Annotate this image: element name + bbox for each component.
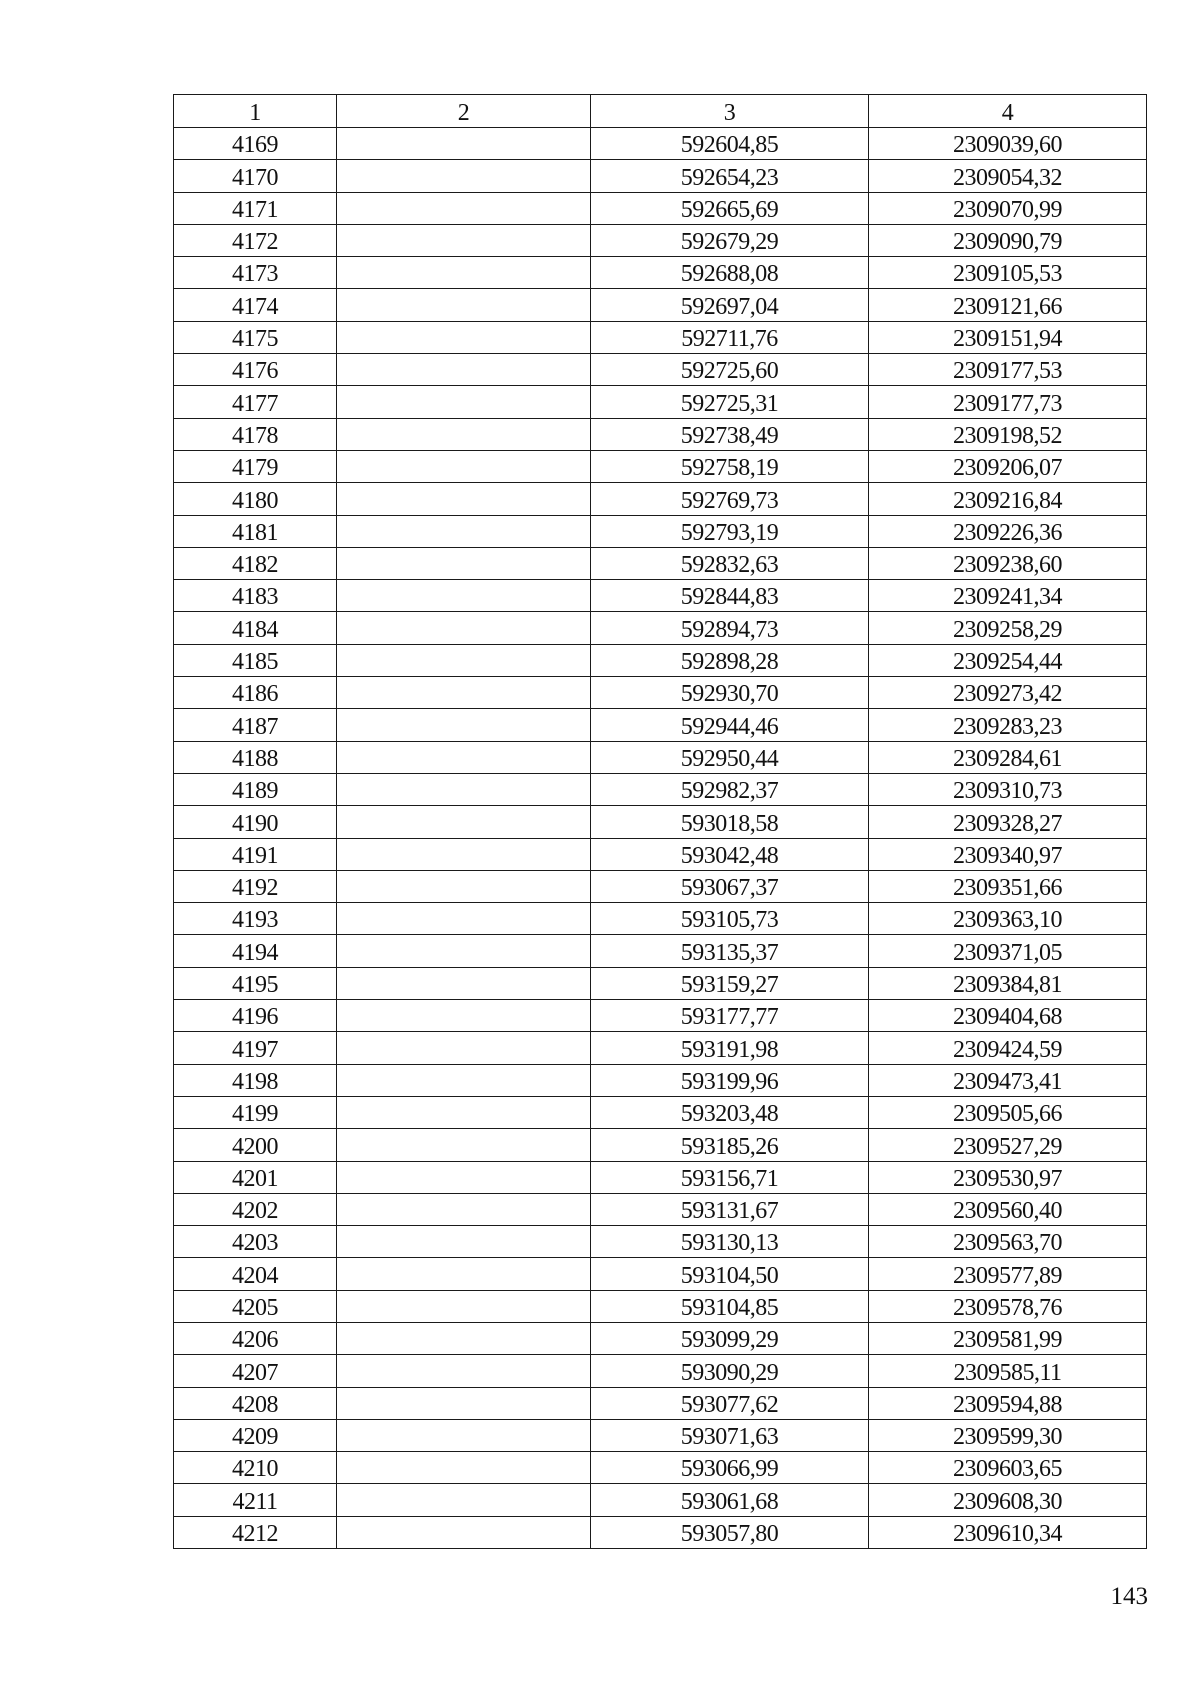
point-number-cell: 4189 [174,773,337,805]
point-number-cell: 4197 [174,1032,337,1064]
point-number-cell: 4206 [174,1322,337,1354]
y-coordinate-cell: 2309177,53 [869,354,1147,386]
point-number-cell: 4183 [174,580,337,612]
empty-cell [337,709,591,741]
point-number-cell: 4188 [174,741,337,773]
y-coordinate-cell: 2309284,61 [869,741,1147,773]
empty-cell [337,677,591,709]
x-coordinate-cell: 592679,29 [591,224,869,256]
x-coordinate-cell: 592654,23 [591,160,869,192]
x-coordinate-cell: 593061,68 [591,1484,869,1516]
x-coordinate-cell: 593104,50 [591,1258,869,1290]
page-number: 143 [1110,1583,1148,1610]
point-number-cell: 4184 [174,612,337,644]
x-coordinate-cell: 592688,08 [591,257,869,289]
y-coordinate-cell: 2309054,32 [869,160,1147,192]
y-coordinate-cell: 2309039,60 [869,128,1147,160]
x-coordinate-cell: 593199,96 [591,1064,869,1096]
point-number-cell: 4205 [174,1290,337,1322]
table-row [174,386,1147,418]
table-row [174,547,1147,579]
table-body [174,128,1147,1549]
point-number-cell: 4204 [174,1258,337,1290]
point-number-cell: 4176 [174,354,337,386]
x-coordinate-cell: 593099,29 [591,1322,869,1354]
y-coordinate-cell: 2309608,30 [869,1484,1147,1516]
x-coordinate-cell: 592832,63 [591,547,869,579]
y-coordinate-cell: 2309177,73 [869,386,1147,418]
point-number-cell: 4203 [174,1226,337,1258]
point-number-cell: 4199 [174,1096,337,1128]
empty-cell [337,1032,591,1064]
empty-cell [337,806,591,838]
table-row [174,483,1147,515]
table-row [174,289,1147,321]
table-row [174,903,1147,935]
table-row [174,1064,1147,1096]
table-row [174,1290,1147,1322]
point-number-cell: 4209 [174,1419,337,1451]
empty-cell [337,483,591,515]
y-coordinate-cell: 2309424,59 [869,1032,1147,1064]
table-row [174,741,1147,773]
empty-cell [337,1452,591,1484]
x-coordinate-cell: 593066,99 [591,1452,869,1484]
table-row [174,1193,1147,1225]
empty-cell [337,1129,591,1161]
point-number-cell: 4201 [174,1161,337,1193]
x-coordinate-cell: 593042,48 [591,838,869,870]
y-coordinate-cell: 2309363,10 [869,903,1147,935]
empty-cell [337,1355,591,1387]
table-row [174,1516,1147,1548]
x-coordinate-cell: 592725,60 [591,354,869,386]
empty-cell [337,644,591,676]
y-coordinate-cell: 2309241,34 [869,580,1147,612]
x-coordinate-cell: 593067,37 [591,870,869,902]
empty-cell [337,903,591,935]
empty-cell [337,870,591,902]
coordinates-table [173,94,1147,1549]
table-row [174,838,1147,870]
table-row [174,967,1147,999]
table-row [174,224,1147,256]
empty-cell [337,224,591,256]
empty-cell [337,257,591,289]
empty-cell [337,192,591,224]
table-row [174,1484,1147,1516]
y-coordinate-cell: 2309351,66 [869,870,1147,902]
point-number-cell: 4179 [174,450,337,482]
x-coordinate-cell: 593131,67 [591,1193,869,1225]
table-row [174,612,1147,644]
x-coordinate-cell: 593135,37 [591,935,869,967]
empty-cell [337,354,591,386]
empty-cell [337,1096,591,1128]
x-coordinate-cell: 592894,73 [591,612,869,644]
point-number-cell: 4191 [174,838,337,870]
point-number-cell: 4181 [174,515,337,547]
empty-cell [337,547,591,579]
y-coordinate-cell: 2309328,27 [869,806,1147,838]
point-number-cell: 4187 [174,709,337,741]
x-coordinate-cell: 593203,48 [591,1096,869,1128]
table-row [174,354,1147,386]
x-coordinate-cell: 593105,73 [591,903,869,935]
empty-cell [337,160,591,192]
table-row [174,1161,1147,1193]
point-number-cell: 4175 [174,321,337,353]
x-coordinate-cell: 593130,13 [591,1226,869,1258]
point-number-cell: 4185 [174,644,337,676]
point-number-cell: 4192 [174,870,337,902]
empty-cell [337,1258,591,1290]
point-number-cell: 4195 [174,967,337,999]
table-row [174,644,1147,676]
point-number-cell: 4196 [174,1000,337,1032]
y-coordinate-cell: 2309371,05 [869,935,1147,967]
table-header-row [174,95,1147,128]
column-header-2: 2 [337,95,591,128]
table-row [174,418,1147,450]
point-number-cell: 4194 [174,935,337,967]
column-header-3: 3 [591,95,869,128]
x-coordinate-cell: 592738,49 [591,418,869,450]
x-coordinate-cell: 592725,31 [591,386,869,418]
table-row [174,515,1147,547]
point-number-cell: 4202 [174,1193,337,1225]
point-number-cell: 4193 [174,903,337,935]
y-coordinate-cell: 2309258,29 [869,612,1147,644]
empty-cell [337,1290,591,1322]
empty-cell [337,935,591,967]
empty-cell [337,1193,591,1225]
point-number-cell: 4178 [174,418,337,450]
point-number-cell: 4200 [174,1129,337,1161]
empty-cell [337,1387,591,1419]
point-number-cell: 4207 [174,1355,337,1387]
point-number-cell: 4172 [174,224,337,256]
y-coordinate-cell: 2309238,60 [869,547,1147,579]
empty-cell [337,450,591,482]
x-coordinate-cell: 592844,83 [591,580,869,612]
table-row [174,580,1147,612]
table-row [174,1387,1147,1419]
table-row [174,1226,1147,1258]
x-coordinate-cell: 592793,19 [591,515,869,547]
empty-cell [337,967,591,999]
x-coordinate-cell: 593018,58 [591,806,869,838]
y-coordinate-cell: 2309527,29 [869,1129,1147,1161]
y-coordinate-cell: 2309340,97 [869,838,1147,870]
y-coordinate-cell: 2309070,99 [869,192,1147,224]
y-coordinate-cell: 2309594,88 [869,1387,1147,1419]
x-coordinate-cell: 592665,69 [591,192,869,224]
table-row [174,257,1147,289]
empty-cell [337,321,591,353]
table-row [174,450,1147,482]
point-number-cell: 4190 [174,806,337,838]
table-row [174,160,1147,192]
x-coordinate-cell: 593090,29 [591,1355,869,1387]
table-row [174,192,1147,224]
point-number-cell: 4177 [174,386,337,418]
empty-cell [337,1226,591,1258]
x-coordinate-cell: 593057,80 [591,1516,869,1548]
x-coordinate-cell: 593104,85 [591,1290,869,1322]
y-coordinate-cell: 2309226,36 [869,515,1147,547]
empty-cell [337,515,591,547]
x-coordinate-cell: 592944,46 [591,709,869,741]
table-row [174,806,1147,838]
y-coordinate-cell: 2309105,53 [869,257,1147,289]
y-coordinate-cell: 2309090,79 [869,224,1147,256]
table-row [174,1258,1147,1290]
table-row [174,1000,1147,1032]
table-row [174,128,1147,160]
table-row [174,1096,1147,1128]
point-number-cell: 4182 [174,547,337,579]
table-row [174,1355,1147,1387]
x-coordinate-cell: 592769,73 [591,483,869,515]
point-number-cell: 4169 [174,128,337,160]
x-coordinate-cell: 593156,71 [591,1161,869,1193]
column-header-1: 1 [174,95,337,128]
table-row [174,935,1147,967]
x-coordinate-cell: 592604,85 [591,128,869,160]
y-coordinate-cell: 2309578,76 [869,1290,1147,1322]
y-coordinate-cell: 2309585,11 [869,1355,1147,1387]
empty-cell [337,612,591,644]
x-coordinate-cell: 592982,37 [591,773,869,805]
point-number-cell: 4210 [174,1452,337,1484]
table-row [174,709,1147,741]
table-row [174,1322,1147,1354]
x-coordinate-cell: 593159,27 [591,967,869,999]
y-coordinate-cell: 2309216,84 [869,483,1147,515]
point-number-cell: 4180 [174,483,337,515]
empty-cell [337,773,591,805]
x-coordinate-cell: 592697,04 [591,289,869,321]
y-coordinate-cell: 2309530,97 [869,1161,1147,1193]
x-coordinate-cell: 593077,62 [591,1387,869,1419]
y-coordinate-cell: 2309563,70 [869,1226,1147,1258]
y-coordinate-cell: 2309198,52 [869,418,1147,450]
y-coordinate-cell: 2309206,07 [869,450,1147,482]
empty-cell [337,1000,591,1032]
y-coordinate-cell: 2309473,41 [869,1064,1147,1096]
empty-cell [337,1484,591,1516]
empty-cell [337,418,591,450]
table-row [174,773,1147,805]
empty-cell [337,1064,591,1096]
y-coordinate-cell: 2309273,42 [869,677,1147,709]
y-coordinate-cell: 2309505,66 [869,1096,1147,1128]
y-coordinate-cell: 2309283,23 [869,709,1147,741]
empty-cell [337,580,591,612]
point-number-cell: 4174 [174,289,337,321]
x-coordinate-cell: 593071,63 [591,1419,869,1451]
empty-cell [337,1516,591,1548]
x-coordinate-cell: 592758,19 [591,450,869,482]
table-row [174,321,1147,353]
x-coordinate-cell: 592950,44 [591,741,869,773]
x-coordinate-cell: 593177,77 [591,1000,869,1032]
empty-cell [337,1161,591,1193]
y-coordinate-cell: 2309610,34 [869,1516,1147,1548]
x-coordinate-cell: 593185,26 [591,1129,869,1161]
x-coordinate-cell: 592930,70 [591,677,869,709]
table-row [174,870,1147,902]
empty-cell [337,128,591,160]
y-coordinate-cell: 2309599,30 [869,1419,1147,1451]
y-coordinate-cell: 2309384,81 [869,967,1147,999]
y-coordinate-cell: 2309581,99 [869,1322,1147,1354]
empty-cell [337,1322,591,1354]
x-coordinate-cell: 593191,98 [591,1032,869,1064]
table-row [174,1452,1147,1484]
empty-cell [337,838,591,870]
y-coordinate-cell: 2309310,73 [869,773,1147,805]
point-number-cell: 4208 [174,1387,337,1419]
column-header-4: 4 [869,95,1147,128]
point-number-cell: 4198 [174,1064,337,1096]
y-coordinate-cell: 2309577,89 [869,1258,1147,1290]
x-coordinate-cell: 592711,76 [591,321,869,353]
empty-cell [337,1419,591,1451]
point-number-cell: 4173 [174,257,337,289]
empty-cell [337,386,591,418]
x-coordinate-cell: 592898,28 [591,644,869,676]
y-coordinate-cell: 2309254,44 [869,644,1147,676]
table-row [174,1419,1147,1451]
empty-cell [337,741,591,773]
y-coordinate-cell: 2309121,66 [869,289,1147,321]
y-coordinate-cell: 2309560,40 [869,1193,1147,1225]
y-coordinate-cell: 2309151,94 [869,321,1147,353]
point-number-cell: 4212 [174,1516,337,1548]
point-number-cell: 4211 [174,1484,337,1516]
point-number-cell: 4171 [174,192,337,224]
point-number-cell: 4186 [174,677,337,709]
table-row [174,677,1147,709]
table-row [174,1032,1147,1064]
y-coordinate-cell: 2309603,65 [869,1452,1147,1484]
y-coordinate-cell: 2309404,68 [869,1000,1147,1032]
empty-cell [337,289,591,321]
table-row [174,1129,1147,1161]
point-number-cell: 4170 [174,160,337,192]
